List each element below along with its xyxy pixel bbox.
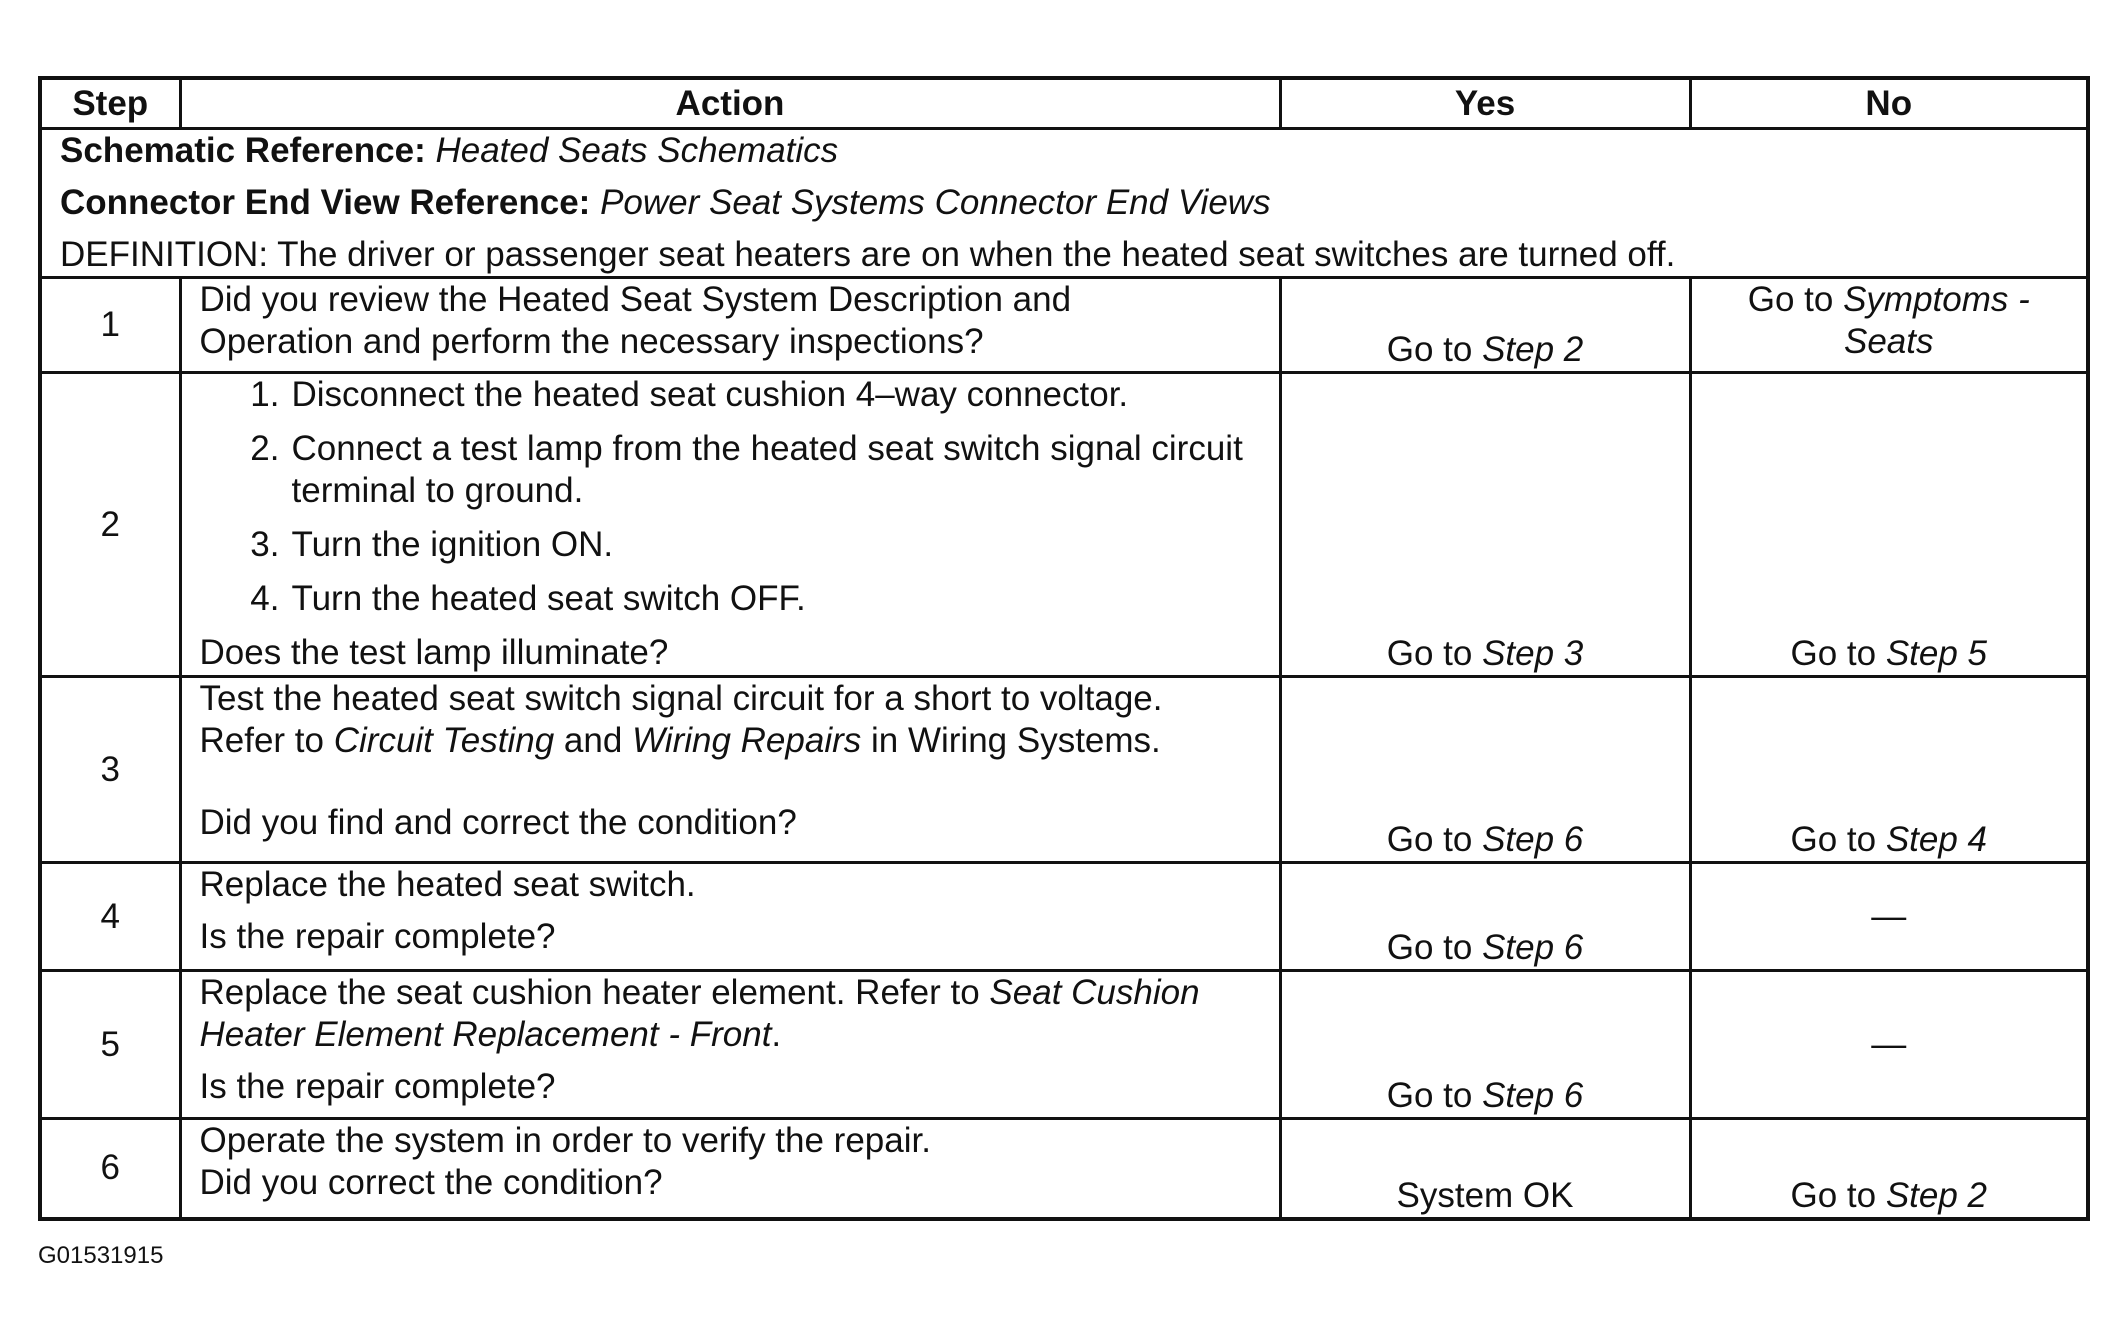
no-symptoms-link[interactable]: Symptoms - [1843, 280, 2030, 319]
substep-number: 2. [250, 429, 280, 468]
refer-and: and [554, 721, 633, 760]
action-text [200, 972, 1261, 1056]
no-symptoms-link-cont[interactable]: Seats [1844, 322, 1934, 361]
yes-prefix: Go to [1386, 330, 1483, 369]
circuit-testing-link[interactable]: Circuit Testing [333, 721, 555, 760]
yes-cell [1280, 971, 1690, 1119]
no-dash: — [1871, 896, 1907, 936]
yes-step-link[interactable]: Step 2 [1482, 330, 1584, 369]
no-prefix: Go to [1790, 820, 1886, 859]
yes-cell [1280, 278, 1690, 373]
action-cell [180, 278, 1280, 373]
step-number: 2 [40, 373, 180, 677]
substep-text: Connect a test lamp from the heated seat switch signal circuit terminal to ground. [291, 429, 1243, 510]
action-cell [180, 677, 1280, 863]
yes-prefix: Go to [1386, 928, 1483, 967]
list-item [200, 374, 1261, 416]
refer-text [200, 720, 1261, 762]
table-row-step-5 [40, 971, 2088, 1119]
reference-cell [40, 129, 2088, 278]
yes-step-link[interactable]: Step 6 [1482, 928, 1584, 967]
schematic-reference-label: Schematic Reference: [60, 131, 426, 170]
step-number: 1 [40, 278, 180, 373]
no-cell [1690, 1119, 2088, 1219]
yes-prefix: Go to [1386, 634, 1483, 673]
yes-cell [1280, 677, 1690, 863]
header-step: Step [40, 78, 180, 129]
step-number: 3 [40, 677, 180, 863]
action-text: Replace the heated seat switch. [199, 865, 696, 904]
table-row-step-4 [40, 863, 2088, 971]
no-cell [1690, 677, 2088, 863]
no-step-link[interactable]: Step 4 [1885, 820, 1988, 859]
header-yes: Yes [1280, 78, 1690, 129]
yes-prefix: Go to [1386, 820, 1483, 859]
substep-list [200, 374, 1261, 620]
table-row-step-2 [40, 373, 2088, 677]
substep-number: 4. [250, 579, 280, 618]
step-number: 5 [40, 971, 180, 1119]
substep-number: 3. [250, 525, 280, 564]
question-text: Did you correct the condition? [199, 1163, 663, 1202]
action-cell [180, 1119, 1280, 1219]
connector-reference [60, 182, 2068, 224]
substep-text: Turn the ignition ON. [291, 525, 614, 564]
schematic-reference [60, 130, 2068, 172]
action-text: Did you review the Heated Seat System Description and [199, 280, 1072, 319]
substep-number: 1. [250, 375, 280, 414]
no-cell [1690, 278, 2088, 373]
connector-reference-link[interactable]: Power Seat Systems Connector End Views [600, 183, 1271, 222]
action-text: Operation and perform the necessary inspections? [199, 322, 984, 361]
no-step-link[interactable]: Step 2 [1885, 1175, 1988, 1215]
table-row-step-1 [40, 278, 2088, 373]
action-cell [180, 863, 1280, 971]
action-text: Test the heated seat switch signal circuit for a short to voltage. [199, 679, 1163, 718]
action-text: Operate the system in order to verify the repair. [199, 1121, 931, 1160]
question-text: Is the repair complete? [199, 917, 556, 956]
list-item [200, 428, 1261, 512]
question-text: Did you find and correct the condition? [199, 803, 797, 842]
no-dash: — [1871, 1024, 1907, 1064]
action-suffix: . [771, 1015, 782, 1054]
yes-cell [1280, 373, 1690, 677]
substep-text: Disconnect the heated seat cushion 4–way connector. [291, 375, 1129, 414]
yes-cell [1280, 863, 1690, 971]
header-row [40, 78, 2088, 129]
list-item [200, 524, 1261, 566]
refer-suffix: in Wiring Systems. [861, 721, 1161, 760]
wiring-repairs-link[interactable]: Wiring Repairs [632, 721, 862, 760]
yes-prefix: Go to [1386, 1076, 1483, 1115]
connector-reference-label: Connector End View Reference: [60, 183, 591, 222]
question-text: Is the repair complete? [199, 1067, 556, 1106]
no-cell [1690, 971, 2088, 1119]
header-no: No [1690, 78, 2088, 129]
no-prefix: Go to [1747, 280, 1844, 319]
step-number: 4 [40, 863, 180, 971]
yes-step-link[interactable]: Step 6 [1482, 1076, 1584, 1115]
yes-cell [1280, 1119, 1690, 1219]
action-cell [180, 373, 1280, 677]
yes-step-link[interactable]: Step 3 [1482, 634, 1584, 673]
figure-id: G01531915 [38, 1242, 164, 1269]
yes-step-link[interactable]: Step 6 [1482, 820, 1584, 859]
header-action: Action [180, 78, 1280, 129]
question-text: Does the test lamp illuminate? [199, 633, 669, 672]
action-prefix: Replace the seat cushion heater element. Refer to [199, 973, 990, 1012]
table-row-step-3 [40, 677, 2088, 863]
diagnostic-table [38, 76, 2090, 1221]
yes-result: System OK [1396, 1175, 1574, 1215]
substep-text: Turn the heated seat switch OFF. [291, 579, 806, 618]
step-number: 6 [40, 1119, 180, 1219]
definition-text: DEFINITION: The driver or passenger seat heaters are on when the heated seat switches are turned off. [60, 235, 1676, 274]
schematic-reference-link[interactable]: Heated Seats Schematics [435, 131, 839, 170]
action-cell [180, 971, 1280, 1119]
list-item [200, 578, 1261, 620]
no-cell [1690, 863, 2088, 971]
no-cell [1690, 373, 2088, 677]
reference-row [40, 129, 2088, 278]
no-prefix: Go to [1790, 1175, 1886, 1215]
no-step-link[interactable]: Step 5 [1885, 634, 1988, 673]
refer-prefix: Refer to [199, 721, 334, 760]
no-prefix: Go to [1790, 634, 1886, 673]
table-row-step-6 [40, 1119, 2088, 1219]
heater-element-replacement-link[interactable]: Seat Cushion Heater Element Replacement - Front [199, 973, 1200, 1054]
